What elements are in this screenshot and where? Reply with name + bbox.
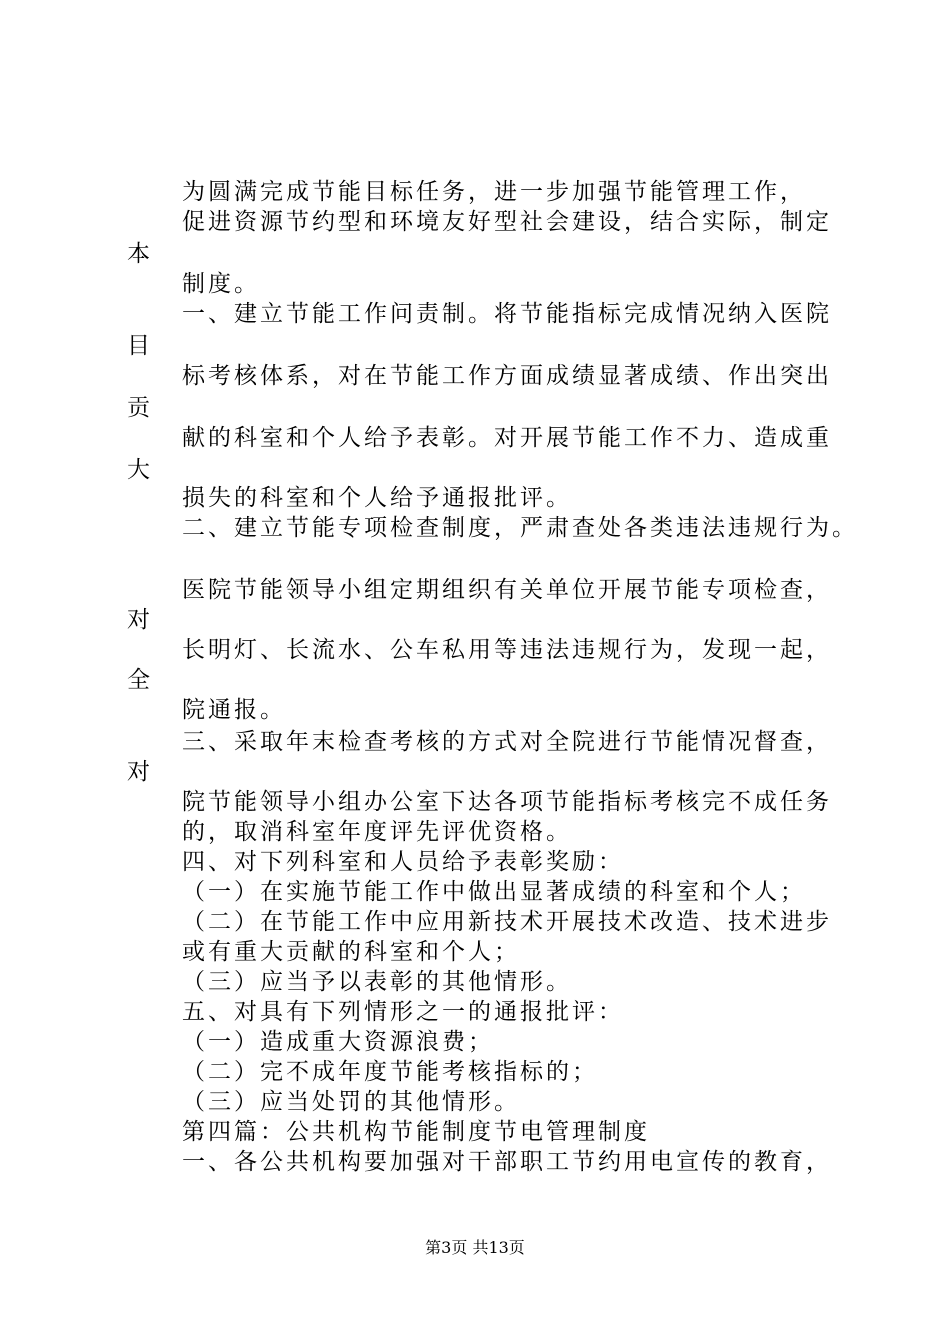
- margin-char: 贡: [127, 395, 150, 421]
- text-line: 第四篇：公共机构节能制度节电管理制度: [182, 1119, 650, 1145]
- text-line: 标考核体系，对在节能工作方面成绩显著成绩、作出突出: [182, 363, 832, 389]
- text-line: 为圆满完成节能目标任务，进一步加强节能管理工作，: [182, 179, 806, 205]
- text-line: 损失的科室和个人给予通报批评。: [182, 485, 572, 511]
- text-line: 长明灯、长流水、公车私用等违法违规行为，发现一起，: [182, 637, 832, 663]
- text-line: 院通报。: [182, 697, 286, 723]
- text-line: （三）应当予以表彰的其他情形。: [182, 969, 572, 995]
- text-line: （二）在节能工作中应用新技术开展技术改造、技术进步: [182, 909, 832, 935]
- text-line: 三、采取年末检查考核的方式对全院进行节能情况督查，: [182, 729, 832, 755]
- text-line: （一）造成重大资源浪费；: [182, 1029, 494, 1055]
- margin-char: 本: [127, 241, 150, 267]
- margin-char: 目: [127, 333, 150, 359]
- text-line: 献的科室和个人给予表彰。对开展节能工作不力、造成重: [182, 425, 832, 451]
- text-line: （一）在实施节能工作中做出显著成绩的科室和个人；: [182, 879, 806, 905]
- text-line: 促进资源节约型和环境友好型社会建设，结合实际，制定: [182, 209, 832, 235]
- page-footer: 第3页 共13页: [425, 1238, 525, 1257]
- margin-char: 全: [127, 667, 150, 693]
- text-line: 四、对下列科室和人员给予表彰奖励：: [182, 849, 624, 875]
- margin-char: 大: [127, 457, 150, 483]
- text-line: 一、建立节能工作问责制。将节能指标完成情况纳入医院: [182, 301, 832, 327]
- text-line: （二）完不成年度节能考核指标的；: [182, 1059, 598, 1085]
- text-line: 或有重大贡献的科室和个人；: [182, 939, 520, 965]
- text-line: （三）应当处罚的其他情形。: [182, 1089, 520, 1115]
- text-line: 五、对具有下列情形之一的通报批评：: [182, 999, 624, 1025]
- text-line: 制度。: [182, 271, 260, 297]
- text-line: 一、各公共机构要加强对干部职工节约用电宣传的教育，: [182, 1149, 832, 1175]
- margin-char: 对: [127, 607, 150, 633]
- text-line: 的，取消科室年度评先评优资格。: [182, 819, 572, 845]
- text-line: 二、建立节能专项检查制度，严肃查处各类违法违规行为。: [182, 515, 858, 541]
- text-line: 院节能领导小组办公室下达各项节能指标考核完不成任务: [182, 789, 832, 815]
- margin-char: 对: [127, 759, 150, 785]
- text-line: 医院节能领导小组定期组织有关单位开展节能专项检查，: [182, 577, 832, 603]
